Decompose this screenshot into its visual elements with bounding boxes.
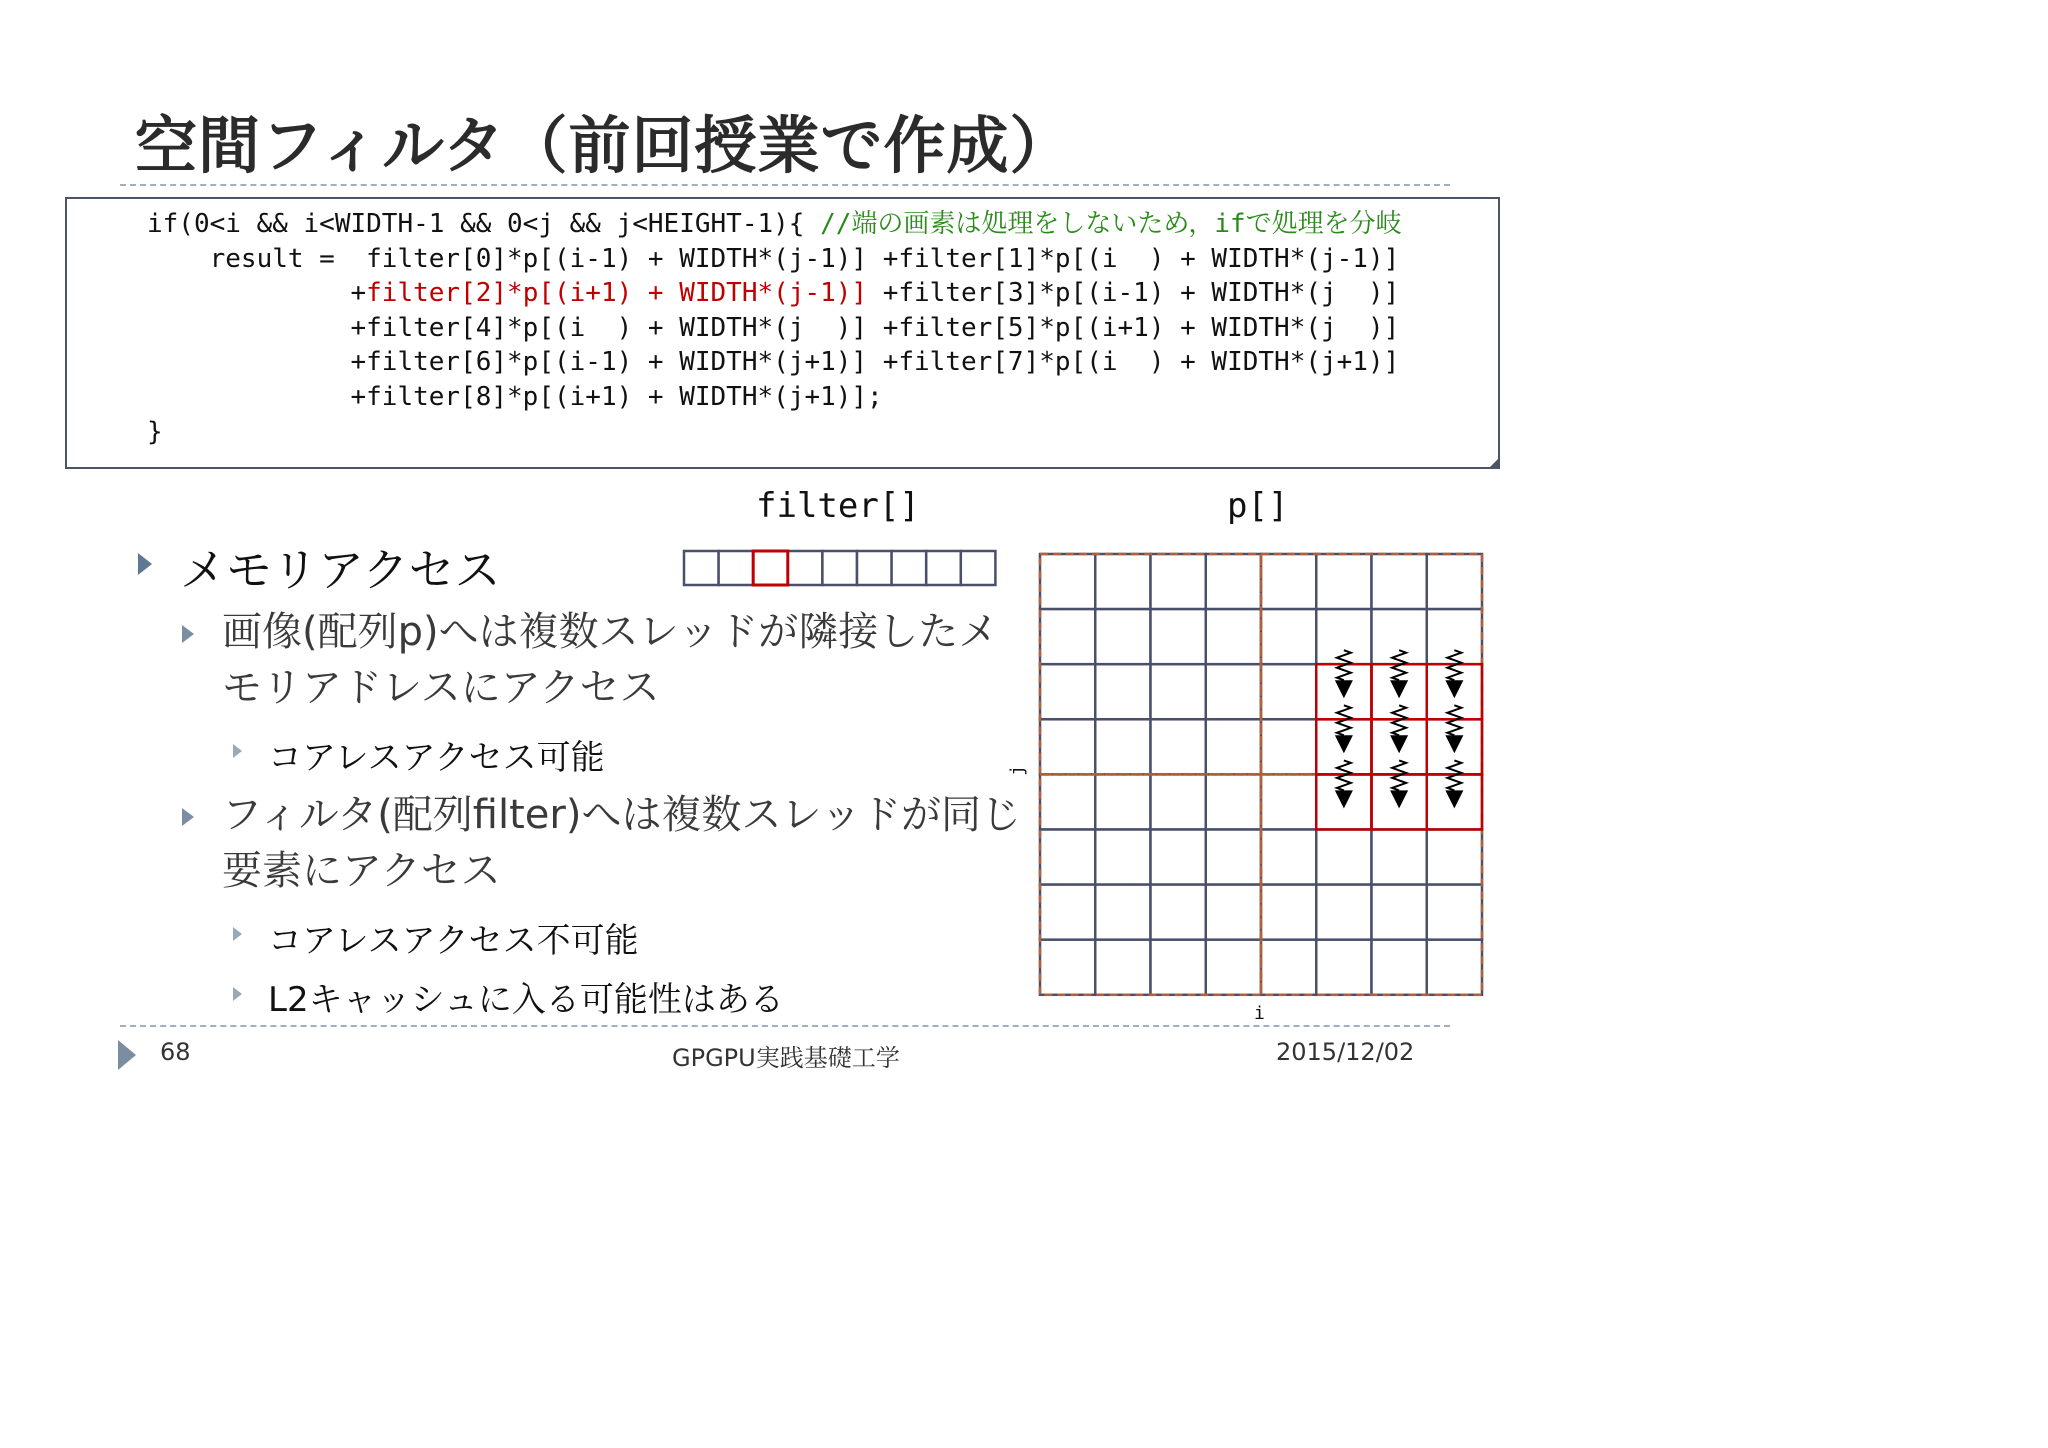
p-grid-cell: [1040, 885, 1095, 940]
p-grid-cell: [1372, 940, 1427, 995]
p-grid-cell: [1316, 554, 1371, 609]
p-grid-cell: [1261, 885, 1316, 940]
filter-array: [684, 551, 995, 585]
p-grid-cell: [1206, 609, 1261, 664]
footer-arrow-icon: [118, 1040, 136, 1070]
p-grid-cell: [1151, 830, 1206, 885]
filter-cell: [892, 551, 927, 585]
bullet-l2-cache: L2キャッシュに入る可能性はある: [268, 980, 784, 1020]
filter-cell: [961, 551, 996, 585]
p-grid-cell: [1040, 609, 1095, 664]
p-grid-cell: [1261, 719, 1316, 774]
p-grid-cell: [1427, 885, 1482, 940]
p-grid-cell: [1427, 940, 1482, 995]
filter-cell: [857, 551, 892, 585]
p-grid-cell: [1261, 940, 1316, 995]
p-grid-cell: [1261, 774, 1316, 829]
p-grid-cell: [1095, 830, 1150, 885]
p-grid-cell: [1040, 774, 1095, 829]
code-line-3-highlight: filter[2]*p[(i+1) + WIDTH*(j-1)]: [366, 278, 868, 309]
p-grid-cell: [1151, 940, 1206, 995]
p-grid-cell: [1095, 940, 1150, 995]
code-line-1: if(0<i && i<WIDTH-1 && 0<j && j<HEIGHT-1){: [147, 209, 821, 239]
p-grid-cell: [1206, 885, 1261, 940]
p-grid-cell: [1206, 830, 1261, 885]
code-line-2: result = filter[0]*p[(i-1) + WIDTH*(j-1)] +filter[1]*p[(i ) + WIDTH*(j-1)]: [147, 243, 1400, 274]
p-grid-cell: [1261, 830, 1316, 885]
p-grid-cell: [1316, 830, 1371, 885]
p-grid-cell: [1151, 609, 1206, 664]
p-grid-cell: [1372, 830, 1427, 885]
p-grid-cell: [1261, 664, 1316, 719]
filter-cell: [788, 551, 823, 585]
p-grid-cell: [1095, 774, 1150, 829]
p-grid-cell: [1372, 885, 1427, 940]
p-grid-cell: [1095, 719, 1150, 774]
p-grid-cell: [1316, 940, 1371, 995]
p-array-label: p[]: [1227, 486, 1289, 526]
p-grid-cell: [1095, 664, 1150, 719]
bullet-filter-access: フィルタ(配列filter)へは複数スレッドが同じ要素にアクセス: [222, 792, 1022, 894]
filter-cell: [822, 551, 857, 585]
p-array-grid: [1040, 554, 1482, 995]
course-title: GPGPU実践基礎工学: [672, 1044, 900, 1072]
p-grid-cell: [1095, 554, 1150, 609]
p-grid-cell: [1151, 885, 1206, 940]
axis-i-label: i: [1254, 1003, 1265, 1024]
filter-cell: [719, 551, 754, 585]
p-grid-cell: [1206, 719, 1261, 774]
p-grid-cell: [1040, 719, 1095, 774]
p-grid-cell: [1206, 554, 1261, 609]
p-grid-cell: [1261, 554, 1316, 609]
filter-cell: [684, 551, 719, 585]
p-grid-cell: [1095, 609, 1150, 664]
slide-title: 空間フィルタ（前回授業で作成）: [135, 109, 1073, 182]
p-grid-cell: [1372, 554, 1427, 609]
page-number: 68: [160, 1038, 191, 1066]
date: 2015/12/02: [1276, 1038, 1415, 1066]
p-grid-cell: [1206, 664, 1261, 719]
axis-j-label: j: [1006, 765, 1028, 776]
footer-divider: [120, 1025, 1450, 1027]
p-grid-cell: [1206, 774, 1261, 829]
p-grid-cell: [1095, 885, 1150, 940]
p-grid-cell: [1151, 719, 1206, 774]
p-grid-cell: [1206, 940, 1261, 995]
code-line-5: +filter[6]*p[(i-1) + WIDTH*(j+1)] +filter[7]*p[(i ) + WIDTH*(j+1)]: [147, 347, 1400, 378]
p-grid-cell: [1040, 940, 1095, 995]
p-grid-cell: [1261, 609, 1316, 664]
bullet-image-access: 画像(配列p)へは複数スレッドが隣接したメモリアドレスにアクセス: [222, 609, 999, 711]
bullet-coalesced: コアレスアクセス可能: [268, 738, 605, 778]
code-line-6: +filter[8]*p[(i+1) + WIDTH*(j+1)];: [147, 381, 883, 412]
p-grid-cell: [1151, 554, 1206, 609]
code-comment: //端の画素は処理をしないため，ifで処理を分岐: [820, 209, 1402, 239]
filter-cell: [926, 551, 961, 585]
p-grid-cell: [1427, 830, 1482, 885]
filter-cell: [753, 551, 788, 585]
p-grid-cell: [1151, 664, 1206, 719]
bullet-not-coalesced: コアレスアクセス不可能: [268, 921, 639, 961]
p-grid-cell: [1151, 774, 1206, 829]
p-grid-cell: [1040, 664, 1095, 719]
code-line-4: +filter[4]*p[(i ) + WIDTH*(j )] +filter[5]*p[(i+1) + WIDTH*(j )]: [147, 312, 1400, 343]
p-grid-cell: [1040, 554, 1095, 609]
code-line-7: }: [147, 416, 163, 447]
code-line-3-post: +filter[3]*p[(i-1) + WIDTH*(j )]: [867, 278, 1400, 309]
filter-array-label: filter[]: [756, 486, 920, 526]
code-line-3-pre: +: [147, 278, 367, 309]
bullet-memory-access: メモリアクセス: [180, 543, 501, 597]
p-grid-cell: [1427, 554, 1482, 609]
p-grid-cell: [1316, 885, 1371, 940]
p-grid-cell: [1040, 830, 1095, 885]
